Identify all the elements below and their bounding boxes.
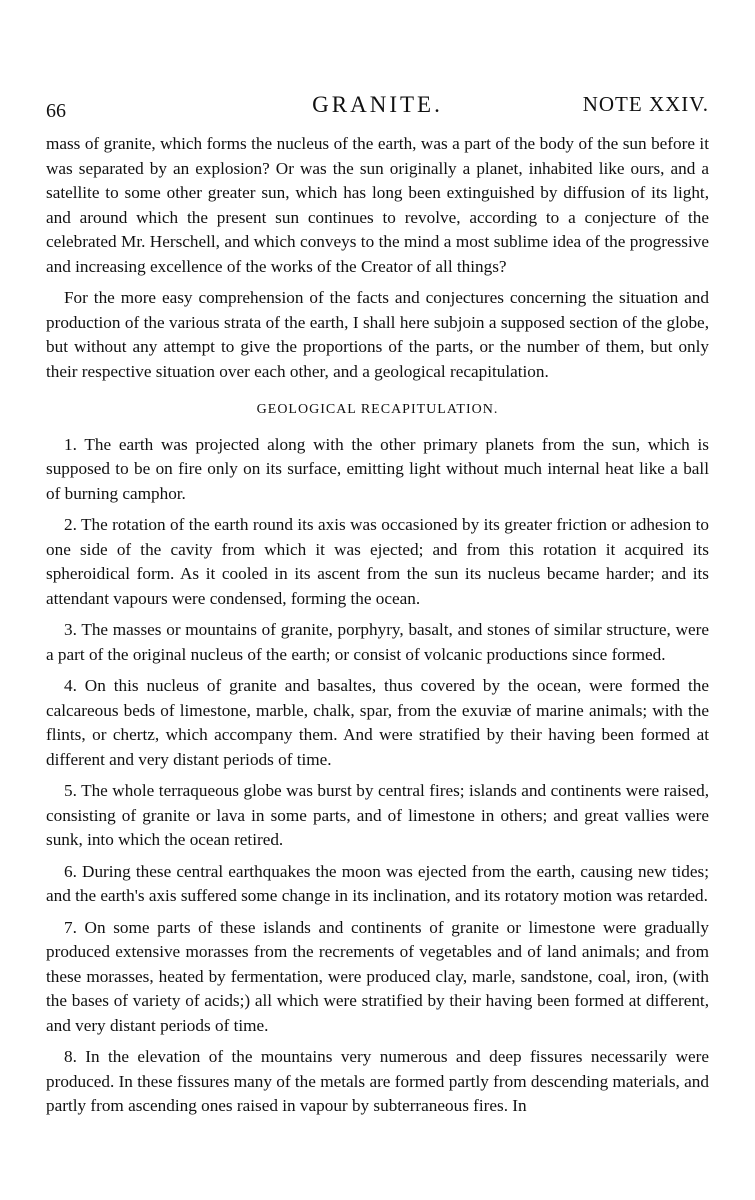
recapitulation-item: 6. During these central earthquakes the moon was ejected from the earth, causing new tides; and the earth's axis suffered some change in its inclination, and its rotatory motion was retarded. — [46, 861, 709, 905]
page-title: GRANITE. — [312, 92, 443, 117]
intro-paragraph: mass of granite, which forms the nucleus of the earth, was a part of the body of the sun before it was separated by an explosion? Or was the sun originally a planet, inhabited like ours, and a satellite to some other greater sun, which has long been extinguished by diffusion of its light, and around which the present sun continues to revolve, according to a conjecture of the celebrated Mr. Herschell, and which conveys to the mind a most sublime idea of the progressive and increasing excellence of the works of the Creator of all things? — [46, 134, 709, 276]
page-number: 66 — [46, 100, 66, 122]
recapitulation-item: 1. The earth was projected along with the other primary planets from the sun, which is supposed to be on fire only on its surface, emitting light without much internal heat like a ball of burning camphor. — [46, 434, 709, 503]
recapitulation-item: 8. In the elevation of the mountains very numerous and deep fissures necessarily were produced. In these fissures many of the metals are formed partly from descending materials, and partly from ascending ones raised in vapour by subterraneous fires. In — [46, 1047, 709, 1115]
intro-paragraph: For the more easy comprehension of the facts and conjectures concerning the situation and production of the various strata of the earth, I shall here subjoin a supposed section of the globe, but without any attempt to give the proportions of the parts, or the number of them, but only their respective situation over each other, and a geological recapitulation. — [46, 288, 709, 381]
note-label: NOTE XXIV. — [582, 92, 709, 116]
recapitulation-item: 4. On this nucleus of granite and basaltes, thus covered by the ocean, were formed the calcareous beds of limestone, marble, chalk, spar, from the exuviæ of marine animals; with the flints, or chertz, which accompany them. And were stratified by their having been formed at different and very distant periods of time. — [46, 676, 709, 769]
recapitulation-item: 7. On some parts of these islands and continents of granite or limestone were gradually produced extensive morasses from the recrements of vegetables and of land animals; and from these morasses, heated by fermentation, were produced clay, marle, sandstone, coal, iron, (with the bases of variety of acids;) all which were stratified by their having been formed at different, and very distant periods of time. — [46, 917, 709, 1035]
recapitulation-item: 2. The rotation of the earth round its axis was occasioned by its greater friction or adhesion to one side of the cavity from which it was ejected; and from this rotation it acquired its spheroidical form. As it cooled in its ascent from the sun its nucleus became harder; and its attendant vapours were condensed, forming the ocean. — [46, 515, 709, 608]
running-header — [46, 92, 709, 132]
page-body — [46, 132, 709, 1119]
recapitulation-item: 5. The whole terraqueous globe was burst by central fires; islands and continents were raised, consisting of granite or lava in some parts, and of limestone in others; and great vallies were sunk, into which the ocean retired. — [46, 781, 709, 849]
section-heading: GEOLOGICAL RECAPITULATION. — [256, 402, 499, 417]
recapitulation-item: 3. The masses or mountains of granite, porphyry, basalt, and stones of similar structure, were a part of the original nucleus of the earth; or consist of volcanic productions since formed. — [46, 620, 709, 664]
